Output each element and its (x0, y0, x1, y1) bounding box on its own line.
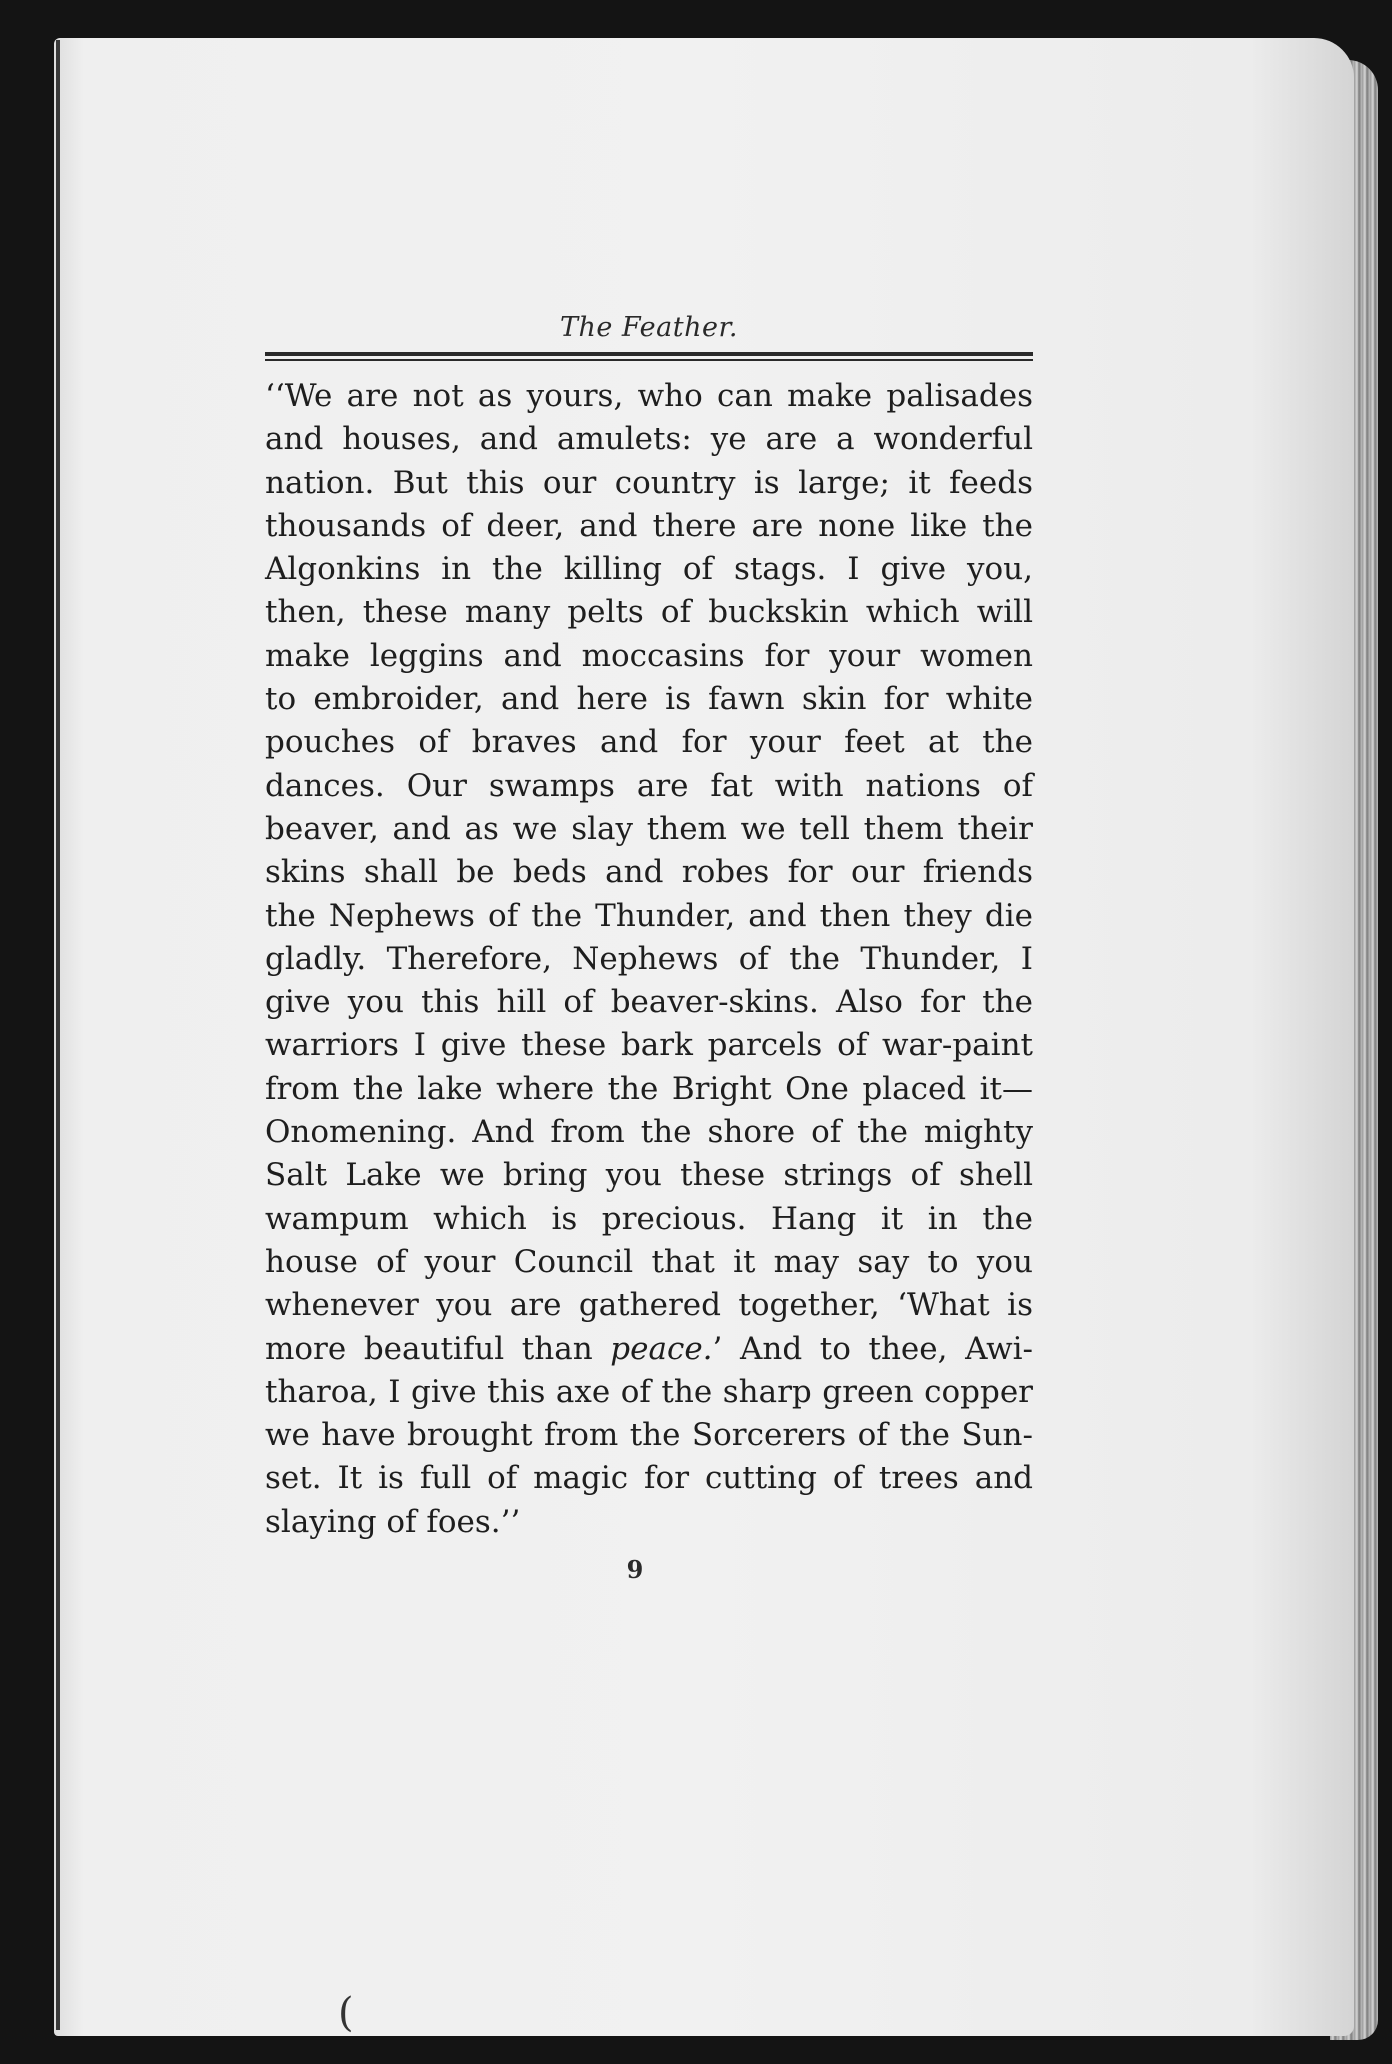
text-line: gladly. Therefore, Nephews of the Thunder, I (265, 940, 1033, 977)
text-line: tharoa, I give this axe of the sharp green copper (265, 1373, 1033, 1410)
text-line: give you this hill of beaver-skins. Also for the (265, 984, 1033, 1021)
text-segment: more beautiful than (265, 1330, 611, 1367)
text-line: slaying of foes.’’ (265, 1503, 521, 1540)
text-line: and houses, and amulets: ye are a wonderful (265, 421, 1033, 458)
text-line-with-italic (265, 1328, 1033, 1371)
text-line: to embroider, and here is fawn skin for white (265, 681, 1033, 718)
text-line: ‘‘We are not as yours, who can make palisades (265, 378, 1033, 414)
text-line: whenever you are gathered together, ‘What is (265, 1287, 1033, 1324)
text-line: set. It is full of magic for cutting of trees and (265, 1460, 1033, 1497)
text-line: Salt Lake we bring you these strings of shell (265, 1157, 1033, 1194)
italic-word: peace. (610, 1330, 713, 1367)
text-line: skins shall be beds and robes for our friends (265, 854, 1033, 891)
text-line: beaver, and as we slay them we tell them their (265, 810, 1033, 847)
text-line: from the lake where the Bright One placed it— (265, 1070, 1033, 1107)
running-head: The Feather. (559, 312, 739, 343)
text-line: house of your Council that it may say to you (265, 1243, 1033, 1280)
text-line: Onomening. And from the shore of the mighty (265, 1114, 1033, 1151)
text-line: thousands of deer, and there are none like the (265, 507, 1033, 544)
body-text (265, 375, 1033, 1544)
text-line: we have brought from the Sorcerers of the Sun- (265, 1417, 1033, 1454)
text-line: nation. But this our country is large; it feeds (265, 464, 1033, 501)
text-line: then, these many pelts of buckskin which will (265, 594, 1033, 631)
text-line: wampum which is precious. Hang it in the (265, 1200, 1033, 1237)
book-gutter (56, 40, 60, 2030)
header-rule (265, 352, 1033, 362)
text-segment: ’ And to thee, Awi- (712, 1330, 1033, 1367)
text-line: the Nephews of the Thunder, and then they die (265, 897, 1033, 934)
text-line: make leggins and moccasins for your women (265, 637, 1033, 674)
text-line: pouches of braves and for your feet at the (265, 724, 1033, 761)
text-line: warriors I give these bark parcels of war-paint (265, 1027, 1033, 1064)
ink-mark: ( (338, 1990, 354, 2036)
page-number: 9 (626, 1555, 644, 1584)
text-line: Algonkins in the killing of stags. I give you, (265, 551, 1033, 588)
text-line: dances. Our swamps are fat with nations of (265, 767, 1033, 804)
